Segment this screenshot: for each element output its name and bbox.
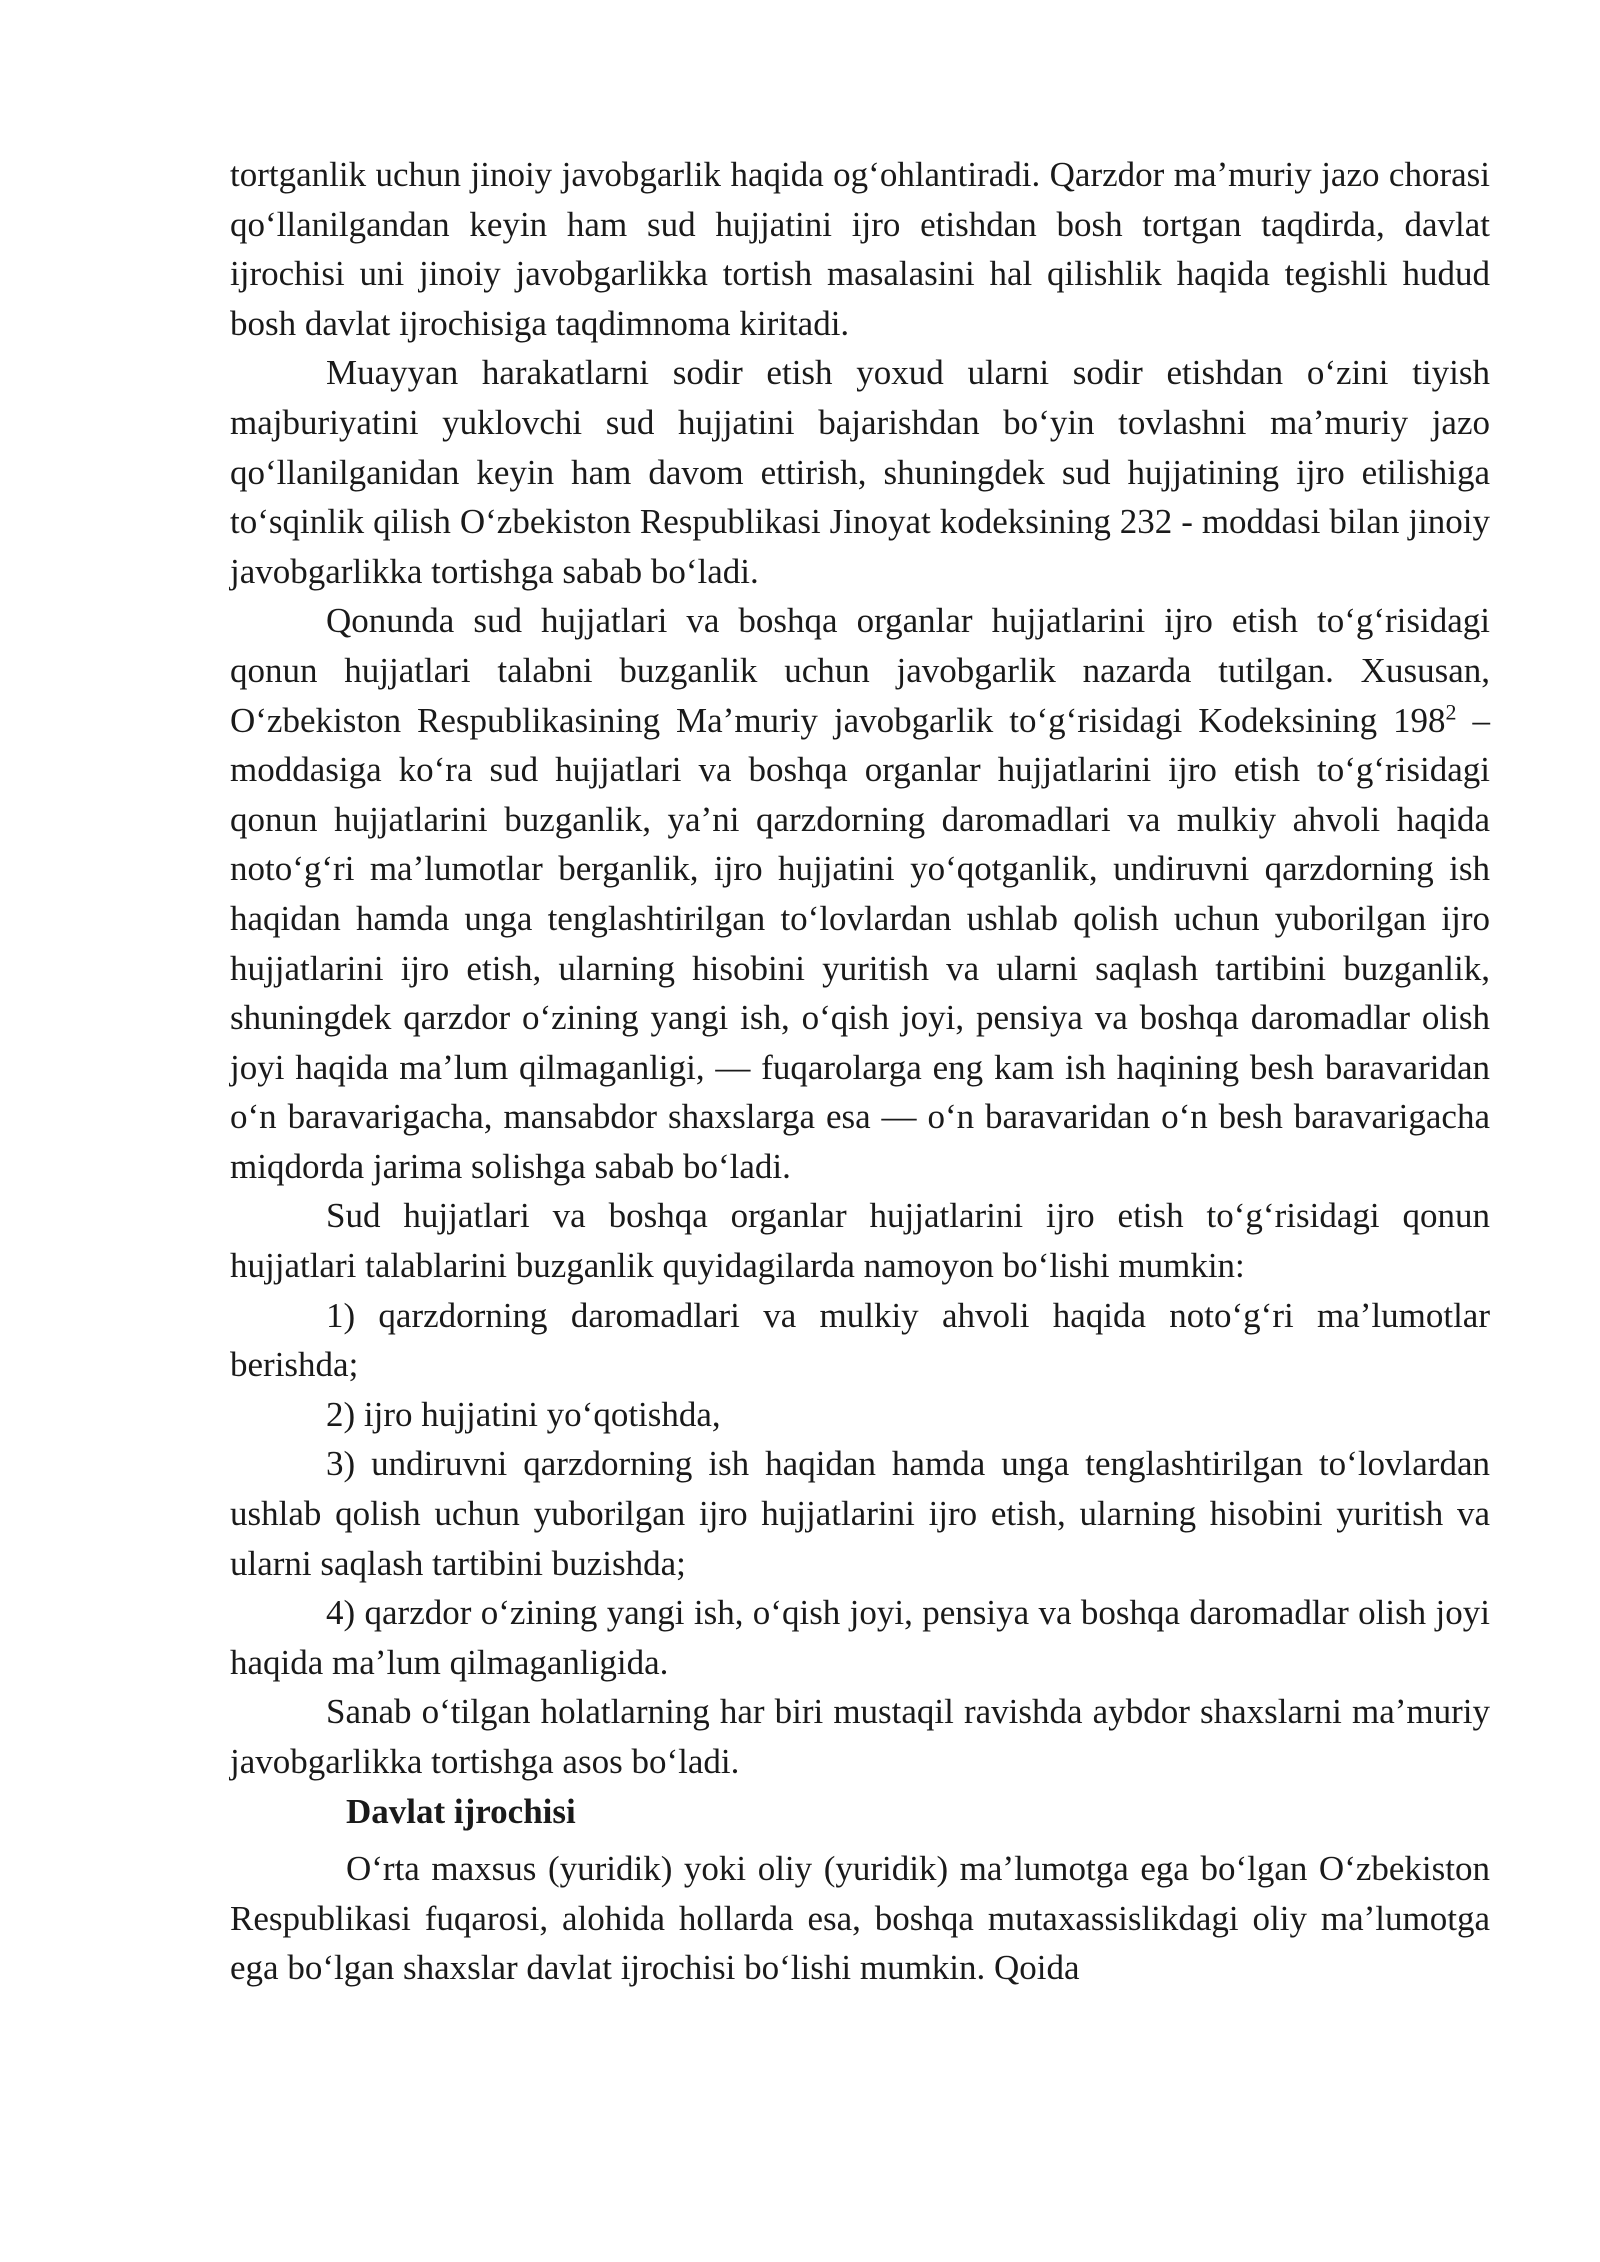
paragraph-2: Muayyan harakatlarni sodir etish yoxud ularni sodir etishdan oʻzini tiyish majburiyatini yuklovchi sud hujjatini bajarishdan boʻyin tovlashni maʼmuriy jazo qoʻllanilganidan keyin ham davom ettirish, shuningdek sud hujjatining ijro etilishiga toʻsqinlik qilish Oʻzbekiston Respublikasi Jinoyat kodeksining 232 - moddasi bilan jinoiy javobgarlikka tortishga sabab boʻladi. bbox=[230, 353, 1490, 591]
document-body bbox=[230, 150, 1490, 1993]
list-item-2: 2) ijro hujjatini yoʻqotishda, bbox=[326, 1394, 721, 1434]
list-item-3: 3) undiruvni qarzdorning ish haqidan hamda unga tenglashtirilgan toʻlovlardan ushlab qolish uchun yuborilgan ijro hujjatlarini ijro etish, ularning hisobini yuritish va ularni saqlash tartibini buzishda; bbox=[230, 1444, 1490, 1583]
list-item-4: 4) qarzdor oʻzining yangi ish, oʻqish joyi, pensiya va boshqa daromadlar olish joyi haqida maʼlum qilmaganligida. bbox=[230, 1593, 1490, 1682]
paragraph-6: Oʻrta maxsus (yuridik) yoki oliy (yuridik) maʼlumotga ega boʻlgan Oʻzbekiston Respublikasi fuqarosi, alohida hollarda esa, boshqa mutaxassislikdagi oliy maʼlumotga ega boʻlgan shaxslar davlat ijrochisi boʻlishi mumkin. Qoida bbox=[230, 1849, 1490, 1988]
article-superscript: 2 bbox=[1445, 698, 1457, 724]
paragraph-5: Sanab oʻtilgan holatlarning har biri mustaqil ravishda aybdor shaxslarni maʼmuriy javobgarlikka tortishga asos boʻladi. bbox=[230, 1692, 1490, 1781]
section-heading: Davlat ijrochisi bbox=[346, 1791, 576, 1831]
list-item-1: 1) qarzdorning daromadlari va mulkiy ahvoli haqida notoʻgʻri maʼlumotlar berishda; bbox=[230, 1295, 1490, 1385]
paragraph-1: tortganlik uchun jinoiy javobgarlik haqida ogʻohlantiradi. Qarzdor maʼmuriy jazo chorasi qoʻllanilgandan keyin ham sud hujjatini ijro etishdan bosh tortgan taqdirda, davlat ijrochisi uni jinoiy javobgarlikka tortish masalasini hal qilishlik haqida tegishli hudud bosh davlat ijrochisiga taqdimnoma kiritadi. bbox=[230, 155, 1490, 343]
paragraph-4: Sud hujjatlari va boshqa organlar hujjatlarini ijro etish toʻgʻrisidagi qonun hujjatlari talablarini buzganlik quyidagilarda namoyon boʻlishi mumkin: bbox=[230, 1196, 1490, 1286]
paragraph-3-start: Qonunda sud hujjatlari va boshqa organlar hujjatlarini ijro etish toʻgʻrisidagi qonun hujjatlari talabni buzganlik uchun javobgarlik nazarda tutilgan. Xususan, Oʻzbekiston Respublikasining Maʼmuriy javobgarlik toʻgʻrisidagi Kodeksining 198 bbox=[230, 601, 1490, 740]
paragraph-3-end: – moddasiga koʻra sud hujjatlari va boshqa organlar hujjatlarini ijro etish toʻgʻrisidagi qonun hujjatlarini buzganlik, yaʼni qarzdorning daromadlari va mulkiy ahvoli haqida notoʻgʻri maʼlumotlar berganlik, ijro hujjatini yoʻqotganlik, undiruvni qarzdorning ish haqidan hamda unga tenglashtirilgan toʻlovlardan ushlab qolish uchun yuborilgan ijro hujjatlarini ijro etish, ularning hisobini yuritish va ularni saqlash tartibini buzganlik, shuningdek qarzdor oʻzining yangi ish, oʻqish joyi, pensiya va boshqa daromadlar olish joyi haqida maʼlum qilmaganligi, — fuqarolarga eng kam ish haqining besh baravaridan oʻn baravarigacha, mansabdor shaxslarga esa — oʻn baravaridan oʻn besh baravarigacha miqdorda jarima solishga sabab boʻladi. bbox=[230, 700, 1490, 1186]
paragraph-3 bbox=[230, 596, 1490, 1191]
